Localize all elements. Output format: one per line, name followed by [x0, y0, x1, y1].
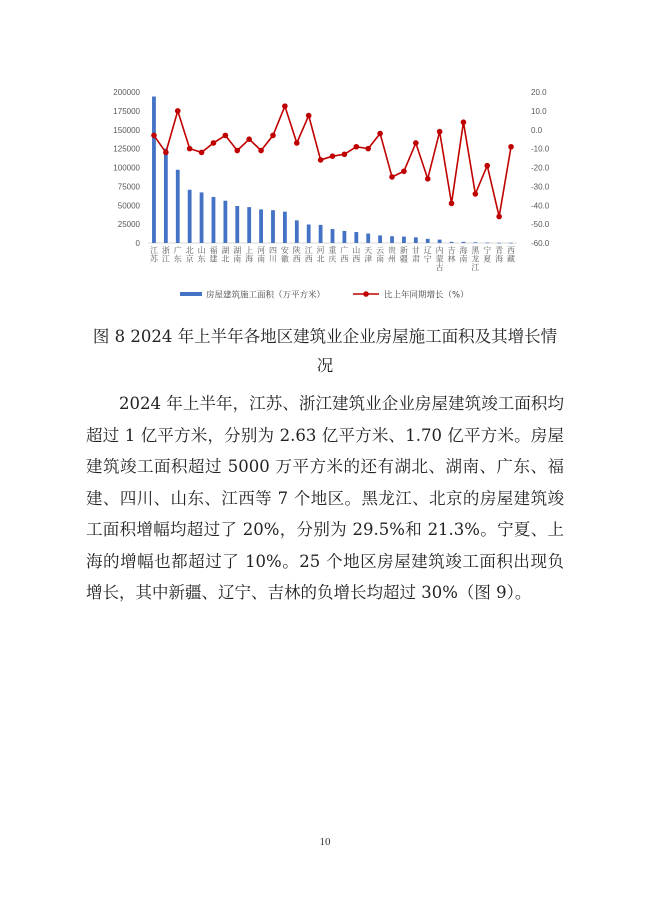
category-label: 湖南: [233, 246, 242, 264]
bar: [450, 242, 454, 243]
bar: [354, 232, 358, 243]
bar: [485, 243, 489, 244]
growth-point: [389, 174, 395, 180]
category-label: 贵州: [388, 246, 397, 264]
growth-point: [437, 129, 443, 135]
category-label: 山东: [197, 246, 206, 264]
category-label: 北京: [185, 246, 194, 264]
bar: [223, 201, 227, 243]
bar: [390, 236, 394, 243]
bar: [414, 237, 418, 243]
category-label: 重庆: [328, 246, 337, 264]
figure-caption: 图 8 2024 年上半年各地区建筑业企业房屋施工面积及其增长情况: [92, 327, 558, 375]
bar: [366, 234, 370, 243]
growth-point: [258, 148, 264, 154]
bar: [295, 220, 299, 243]
bar: [426, 239, 430, 243]
bar: [307, 225, 311, 243]
category-label: 浙江: [161, 246, 170, 264]
growth-point: [270, 133, 276, 139]
body-paragraph: 2024 年上半年，江苏、浙江建筑业企业房屋建筑竣工面积均超过 1 亿平方米，分别为 2.63 亿平方米、1.70 亿平方米。房屋建筑竣工面积超过 5000 万平方米的还有湖北、湖南、广东、福建、四川、山东、江西等 7 个地区。黑龙江、北京的房屋建筑竣工面积增幅均超过了 20%，分别为 29.5%和 21.3%。宁夏、上海的增幅也都超过了 10%。25 个地区房屋建筑竣工面积出现负增长，其中新疆、辽宁、吉林的负增长均超过 30%（图 9）。: [86, 394, 564, 602]
growth-point: [413, 140, 419, 146]
growth-point: [234, 148, 240, 154]
bar: [164, 149, 168, 243]
left-axis-tick: 25000: [117, 220, 140, 230]
left-axis-tick: 125000: [113, 144, 140, 154]
bar: [283, 212, 287, 243]
bar: [378, 235, 382, 243]
category-label: 海南: [459, 246, 468, 264]
category-label: 吉林: [447, 246, 456, 264]
chart: [95, 84, 557, 317]
bar: [462, 242, 466, 243]
category-label: 江西: [304, 246, 313, 264]
growth-point: [151, 133, 157, 139]
category-label: 辽宁: [423, 246, 432, 264]
bar: [473, 242, 477, 243]
growth-point: [223, 133, 229, 139]
growth-point: [330, 153, 336, 159]
category-label: 西藏: [507, 246, 516, 264]
category-label: 四川: [268, 246, 277, 264]
left-axis-tick: 150000: [113, 125, 140, 135]
category-label: 河北: [316, 246, 325, 264]
growth-point: [496, 214, 502, 220]
bar: [176, 170, 180, 243]
category-label: 广西: [340, 246, 349, 264]
growth-point: [377, 131, 383, 137]
growth-point: [163, 150, 169, 156]
bar: [247, 207, 251, 243]
bar: [509, 243, 513, 244]
category-label: 广东: [173, 246, 182, 264]
growth-point: [354, 144, 360, 150]
left-axis-tick: 200000: [113, 88, 140, 97]
right-axis-tick: 20.0: [531, 88, 547, 97]
right-axis-tick: 0.0: [531, 125, 543, 135]
bar: [188, 190, 192, 243]
legend-bar-swatch: [180, 292, 202, 296]
growth-point: [246, 136, 252, 142]
right-axis-tick: -40.0: [531, 201, 550, 211]
bar: [331, 229, 335, 243]
growth-point: [187, 146, 193, 152]
right-axis-tick: 10.0: [531, 106, 547, 116]
growth-point: [306, 113, 312, 119]
growth-point: [484, 163, 490, 169]
bar: [438, 240, 442, 243]
category-label: 福建: [209, 246, 218, 264]
growth-point: [508, 144, 514, 150]
category-label: 河南: [257, 246, 266, 264]
right-axis-tick: -30.0: [531, 182, 550, 192]
bar: [319, 225, 323, 243]
growth-point: [461, 119, 467, 125]
bar: [235, 206, 239, 243]
left-axis-tick: 175000: [113, 106, 140, 116]
growth-point: [401, 168, 407, 174]
category-label: 江苏: [149, 246, 158, 264]
growth-point: [473, 191, 479, 197]
growth-point: [199, 150, 205, 156]
category-label: 黑龙江: [471, 246, 480, 272]
category-label: 安徽: [280, 246, 289, 264]
bar: [259, 209, 263, 243]
category-label: 内蒙古: [435, 246, 444, 272]
growth-point: [449, 201, 455, 207]
category-label: 新疆: [399, 246, 408, 264]
category-label: 湖北: [221, 246, 230, 264]
category-label: 青海: [495, 246, 504, 264]
bar: [152, 97, 156, 243]
bar: [402, 237, 406, 243]
page-number: 10: [319, 836, 331, 848]
growth-point: [365, 146, 371, 152]
legend-line-label: 比上年同期增长（%）: [384, 290, 469, 301]
category-label: 陕西: [292, 246, 301, 264]
bar: [342, 231, 346, 243]
legend-bar-label: 房屋建筑施工面积（万平方米）: [206, 290, 326, 301]
growth-point: [342, 151, 348, 157]
bar: [271, 210, 275, 243]
bar: [200, 192, 204, 243]
category-label: 甘肃: [411, 246, 420, 264]
bar: [212, 197, 216, 243]
growth-point: [211, 140, 217, 146]
left-axis-tick: 75000: [117, 182, 140, 192]
category-label: 宁夏: [483, 246, 492, 264]
category-label: 山西: [352, 246, 361, 264]
chart-svg: [95, 84, 557, 317]
left-axis-tick: 0: [135, 239, 140, 248]
right-axis-tick: -60.0: [531, 239, 550, 248]
legend-line-marker: [363, 291, 369, 297]
growth-point: [282, 103, 288, 109]
growth-point: [318, 157, 324, 163]
bar: [497, 243, 501, 244]
category-label: 云南: [376, 246, 385, 264]
growth-point: [294, 140, 300, 146]
right-axis-tick: -20.0: [531, 163, 550, 173]
left-axis-tick: 50000: [117, 201, 140, 211]
category-label: 上海: [245, 246, 254, 264]
growth-point: [175, 108, 181, 114]
right-axis-tick: -50.0: [531, 220, 550, 230]
category-label: 天津: [364, 246, 373, 264]
growth-point: [425, 176, 431, 182]
left-axis-tick: 100000: [113, 163, 140, 173]
growth-line: [154, 106, 511, 216]
right-axis-tick: -10.0: [531, 144, 550, 154]
